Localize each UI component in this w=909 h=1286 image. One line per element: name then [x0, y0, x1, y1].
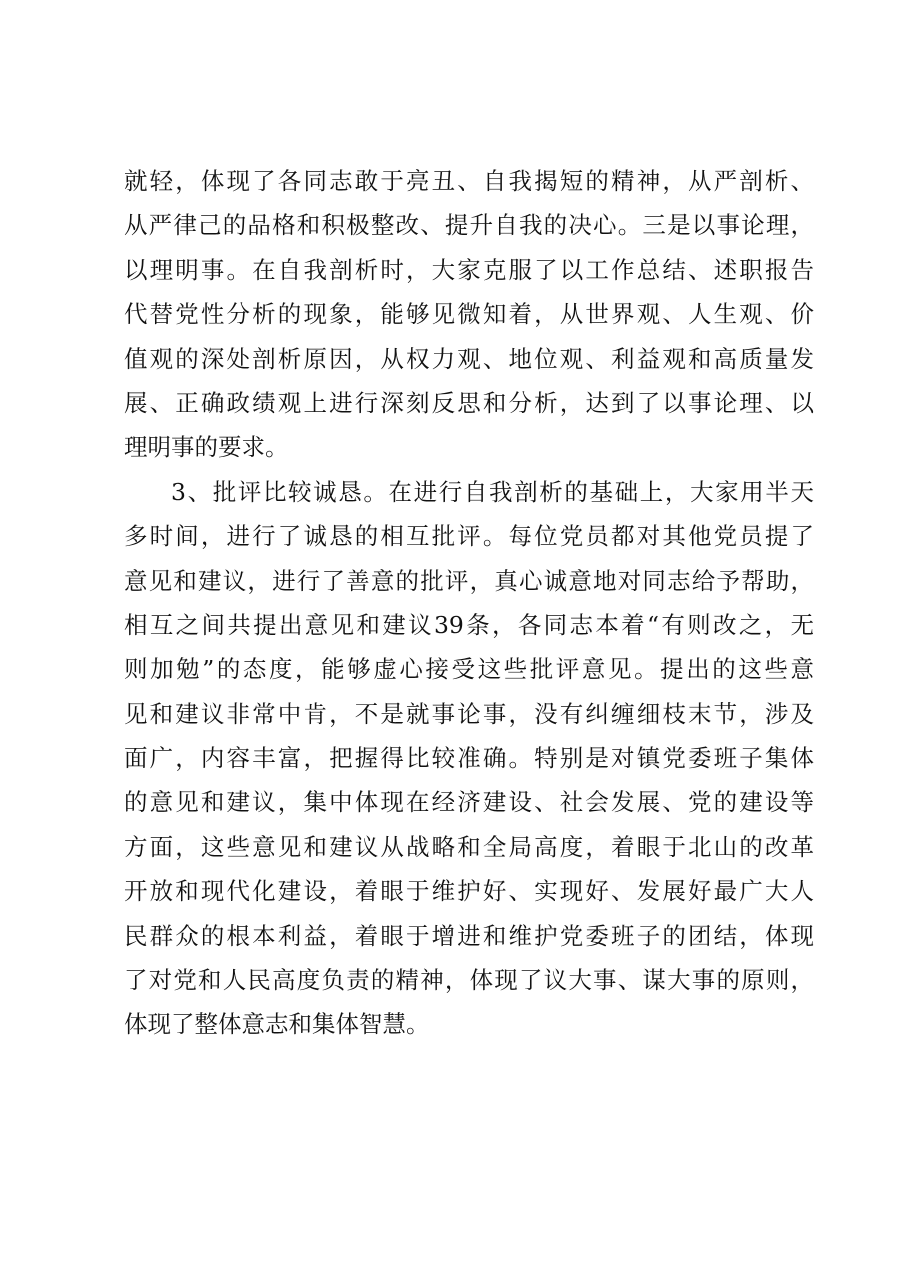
text-line: 代替党性分析的现象，能够见微知着，从世界观、人生观、价: [124, 300, 814, 329]
text-line: 展、正确政绩观上进行深刻反思和分析，达到了以事论理、以: [124, 388, 814, 417]
text-line: 面广，内容丰富，把握得比较准确。特别是对镇党委班子集体: [124, 744, 814, 773]
text-line: 以理明事。在自我剖析时，大家克服了以工作总结、述职报告: [124, 255, 814, 284]
text-line: 民群众的根本利益，着眼于增进和维护党委班子的团结，体现: [124, 921, 814, 950]
text-line: 的意见和建议，集中体现在经济建设、社会发展、党的建设等: [124, 788, 814, 817]
text-line: 开放和现代化建设，着眼于维护好、实现好、发展好最广大人: [124, 877, 814, 906]
text-line: 见和建议非常中肯，不是就事论事，没有纠缠细枝末节，涉及: [124, 699, 814, 728]
text-line: 体现了整体意志和集体智慧。: [124, 1010, 430, 1039]
text-line: 了对党和人民高度负责的精神，体现了议大事、谋大事的原则，: [124, 966, 814, 995]
text-line: 方面，这些意见和建议从战略和全局高度，着眼于北山的改革: [124, 832, 814, 861]
paragraph-start-line: 3、批评比较诚恳。在进行自我剖析的基础上，大家用半天: [171, 477, 814, 506]
text-line: 则加勉”的态度，能够虚心接受这些批评意见。提出的这些意: [124, 655, 814, 684]
body-text: [124, 164, 814, 1052]
text-line: 意见和建议，进行了善意的批评，真心诚意地对同志给予帮助，: [124, 566, 814, 595]
text-line: 从严律己的品格和积极整改、提升自我的决心。三是以事论理，: [124, 211, 814, 240]
text-line: 值观的深处剖析原因，从权力观、地位观、利益观和高质量发: [124, 344, 814, 373]
text-line: 就轻，体现了各同志敢于亮丑、自我揭短的精神，从严剖析、: [124, 167, 814, 195]
text-line: 多时间，进行了诚恳的相互批评。每位党员都对其他党员提了: [124, 522, 814, 551]
text-line: 理明事的要求。: [124, 433, 289, 462]
text-line: 相互之间共提出意见和建议39条，各同志本着“有则改之，无: [124, 610, 814, 639]
